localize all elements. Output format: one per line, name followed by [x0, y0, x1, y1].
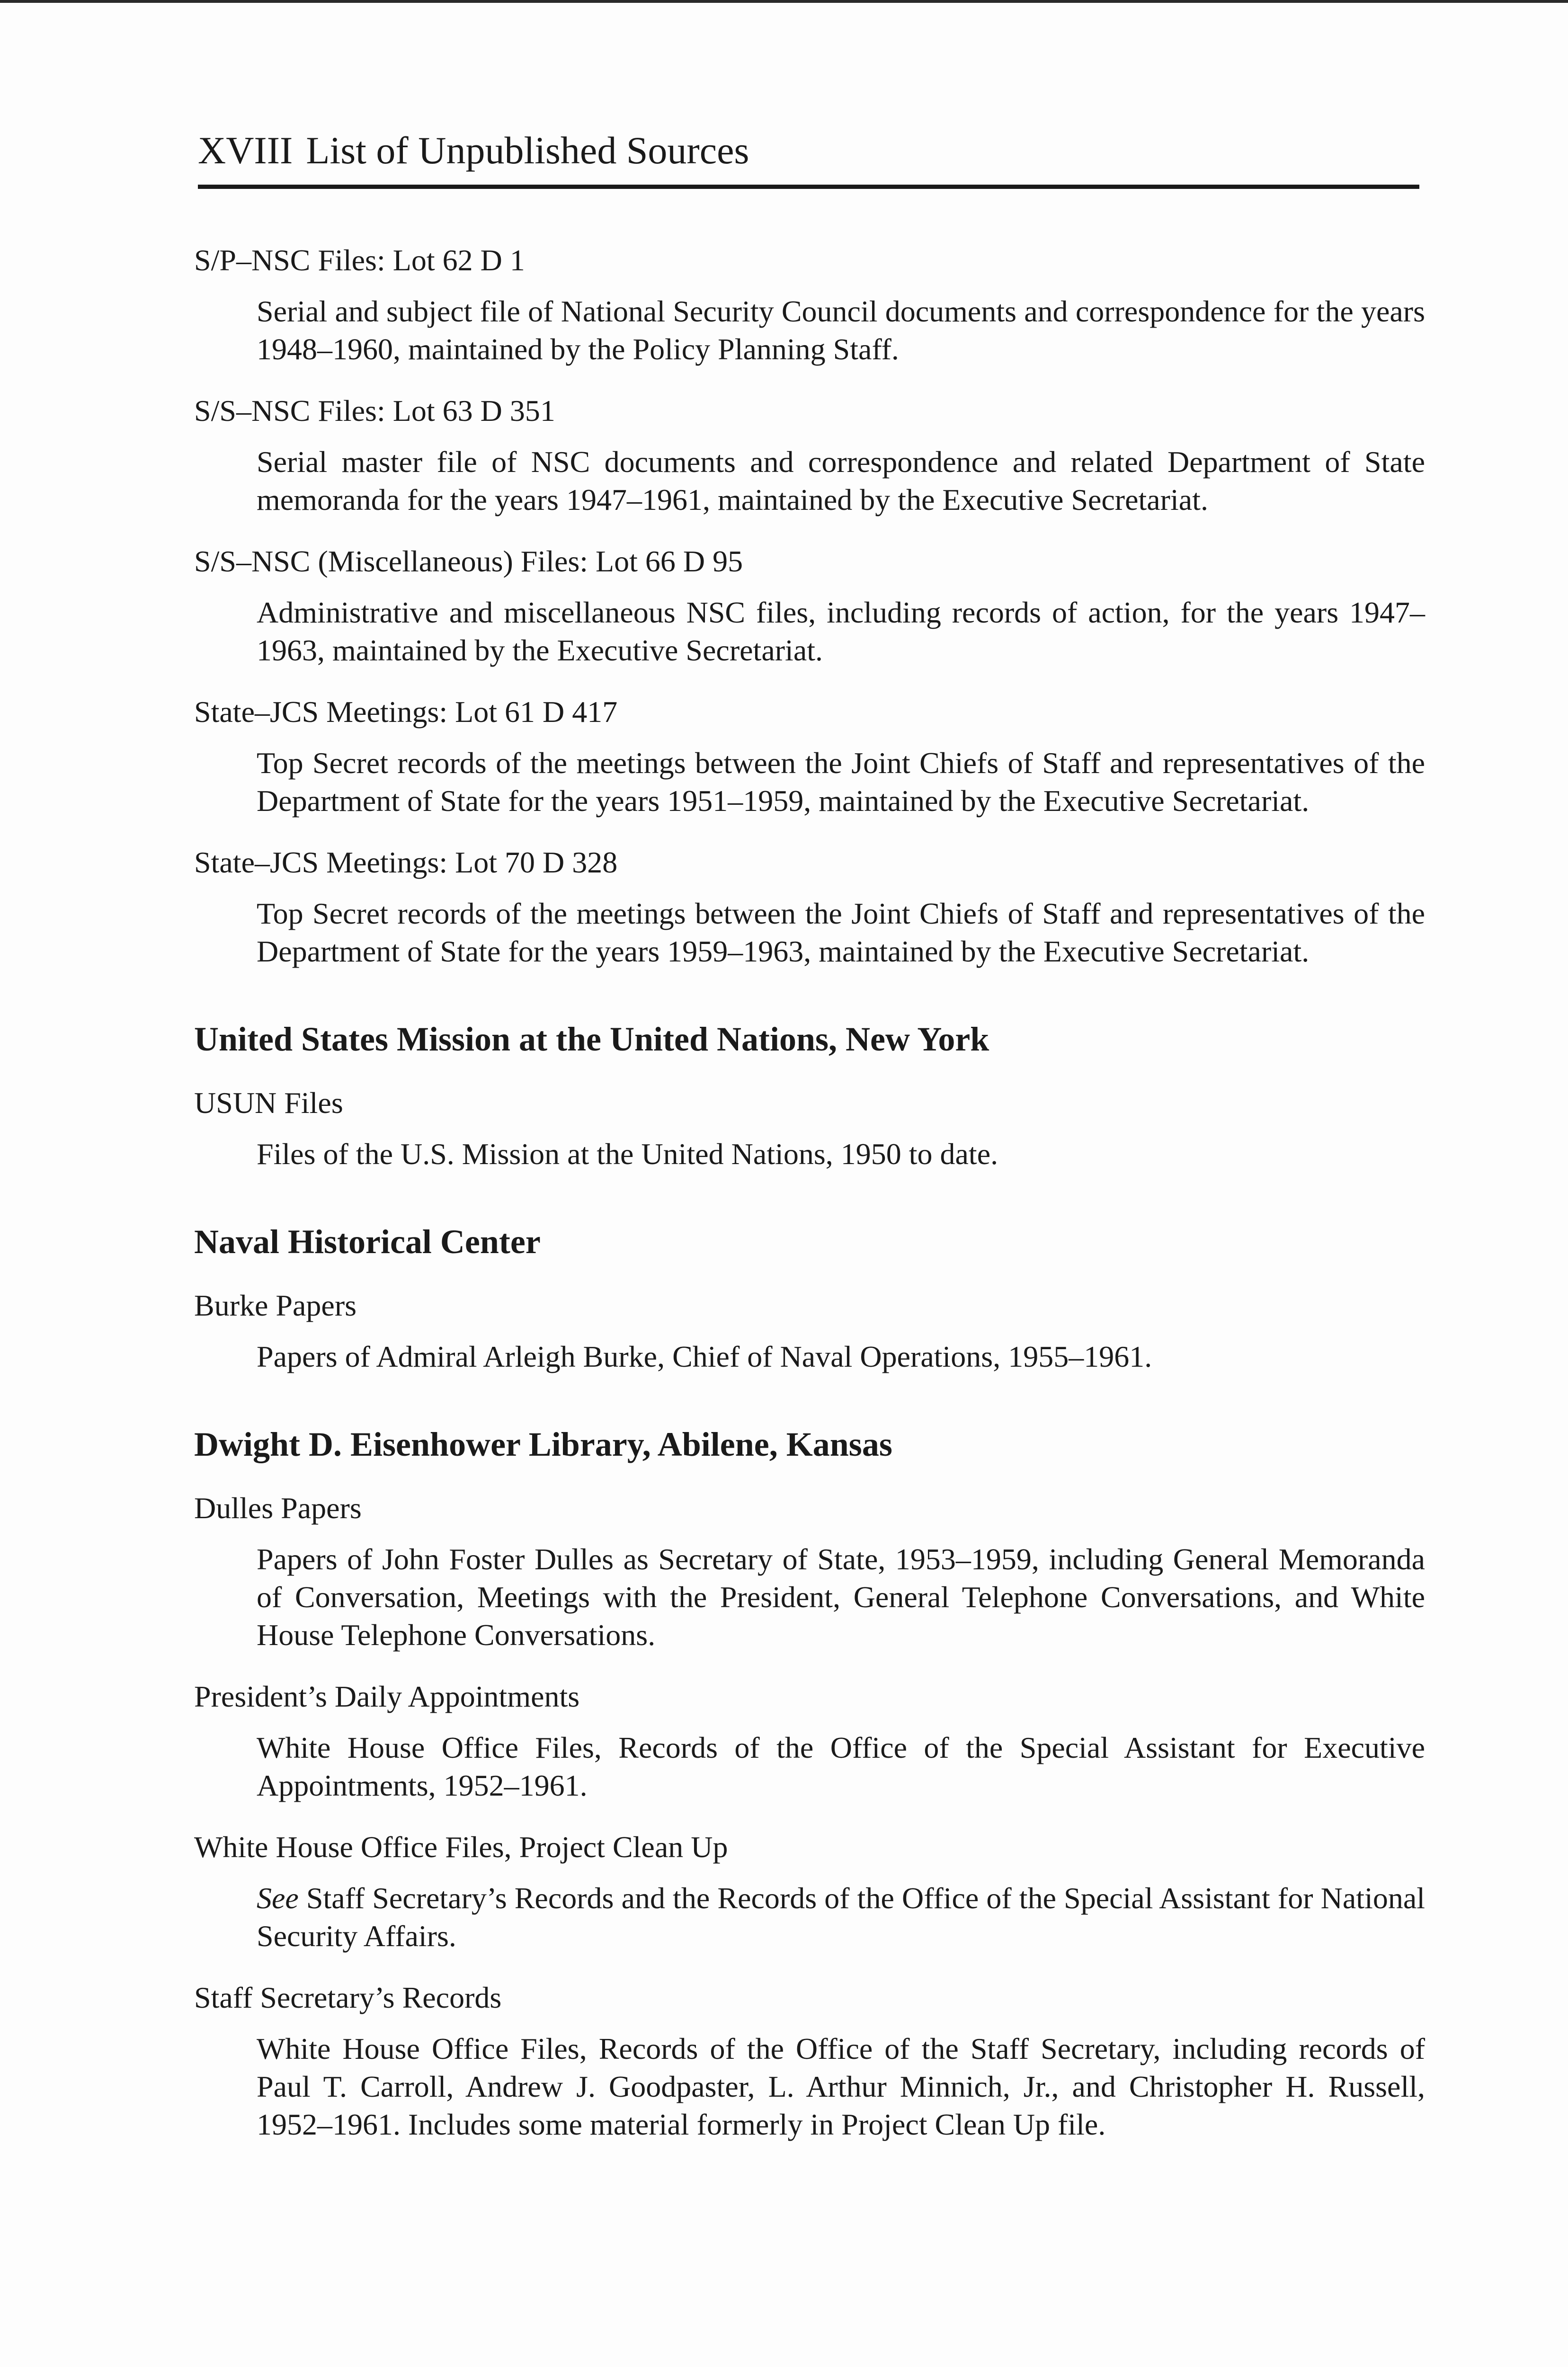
entry-title: White House Office Files, Project Clean Up: [194, 1830, 728, 1864]
entry-title: USUN Files: [194, 1086, 343, 1120]
entry-description: [257, 1879, 1425, 1955]
entry-title: S/P–NSC Files: Lot 62 D 1: [194, 243, 525, 277]
scan-top-edge: [0, 0, 1568, 3]
entry-description: Serial master file of NSC documents and correspondence and related Department of State memoranda for the years 1947–1961, maintained by the Executive Secretariat.: [257, 445, 1425, 516]
running-head-title: List of Unpublished Sources: [306, 129, 749, 172]
entry-title: Burke Papers: [194, 1289, 357, 1322]
entry-description: White House Office Files, Records of the Office of the Special Assistant for Executive Appointments, 1952–1961.: [257, 1731, 1425, 1802]
entry-title: State–JCS Meetings: Lot 61 D 417: [194, 695, 618, 729]
entry-title: Dulles Papers: [194, 1491, 362, 1525]
entry-description: Administrative and miscellaneous NSC files, including records of action, for the years 1947–1963, maintained by the Executive Secretariat.: [257, 596, 1425, 667]
entry-description: White House Office Files, Records of the Office of the Staff Secretary, including records of Paul T. Carroll, Andrew J. Goodpaster, L. Arthur Minnich, Jr., and Christopher H. Russell, 1952–1961. Includes some material formerly in Project Clean Up file.: [257, 2032, 1425, 2141]
section-heading: Naval Historical Center: [194, 1223, 541, 1261]
source-entry: [194, 392, 1425, 519]
source-entry: [194, 1828, 1425, 1955]
entry-description: Papers of Admiral Arleigh Burke, Chief of Naval Operations, 1955–1961.: [257, 1340, 1152, 1373]
section-naval-historical-center: [194, 1220, 1425, 1376]
source-entry: [194, 1979, 1425, 2144]
entry-description: Papers of John Foster Dulles as Secretary of State, 1953–1959, including General Memoranda of Conversation, Meetings with the President, General Telephone Conversations, and White House Telephone Conversations.: [257, 1542, 1425, 1652]
page-content: [194, 241, 1425, 2167]
entry-description: Serial and subject file of National Security Council documents and correspondence for the years 1948–1960, maintained by the Policy Planning Staff.: [257, 294, 1425, 366]
entry-title: President’s Daily Appointments: [194, 1680, 580, 1713]
source-entry: [194, 1084, 1425, 1173]
entry-description: Top Secret records of the meetings between the Joint Chiefs of Staff and representatives of the Department of State for the years 1959–1963, maintained by the Executive Secretariat.: [257, 897, 1425, 968]
section-heading: United States Mission at the United Nations, New York: [194, 1020, 989, 1058]
section-eisenhower-library: [194, 1423, 1425, 2144]
entry-description-text: Staff Secretary’s Records and the Records of the Office of the Special Assistant for National Security Affairs.: [257, 1881, 1425, 1953]
entry-title: S/S–NSC Files: Lot 63 D 351: [194, 394, 555, 427]
entry-title: State–JCS Meetings: Lot 70 D 328: [194, 845, 618, 879]
entry-description: Top Secret records of the meetings between the Joint Chiefs of Staff and representatives of the Department of State for the years 1951–1959, maintained by the Executive Secretariat.: [257, 746, 1425, 818]
header-rule: [198, 185, 1419, 189]
source-entry: [194, 693, 1425, 820]
section-usun: [194, 1018, 1425, 1173]
source-entry: [194, 543, 1425, 669]
running-head: [198, 127, 749, 174]
see-reference: See: [257, 1881, 299, 1915]
source-entry: [194, 241, 1425, 368]
section-heading: Dwight D. Eisenhower Library, Abilene, Kansas: [194, 1425, 892, 1463]
source-entry: [194, 1287, 1425, 1376]
page-folio: XVIII: [198, 129, 293, 172]
entry-title: Staff Secretary’s Records: [194, 1981, 502, 2014]
source-entry: [194, 1678, 1425, 1805]
source-entry: [194, 1489, 1425, 1654]
entry-title: S/S–NSC (Miscellaneous) Files: Lot 66 D 95: [194, 544, 743, 578]
source-entry: [194, 844, 1425, 970]
entry-description: Files of the U.S. Mission at the United Nations, 1950 to date.: [257, 1137, 998, 1171]
